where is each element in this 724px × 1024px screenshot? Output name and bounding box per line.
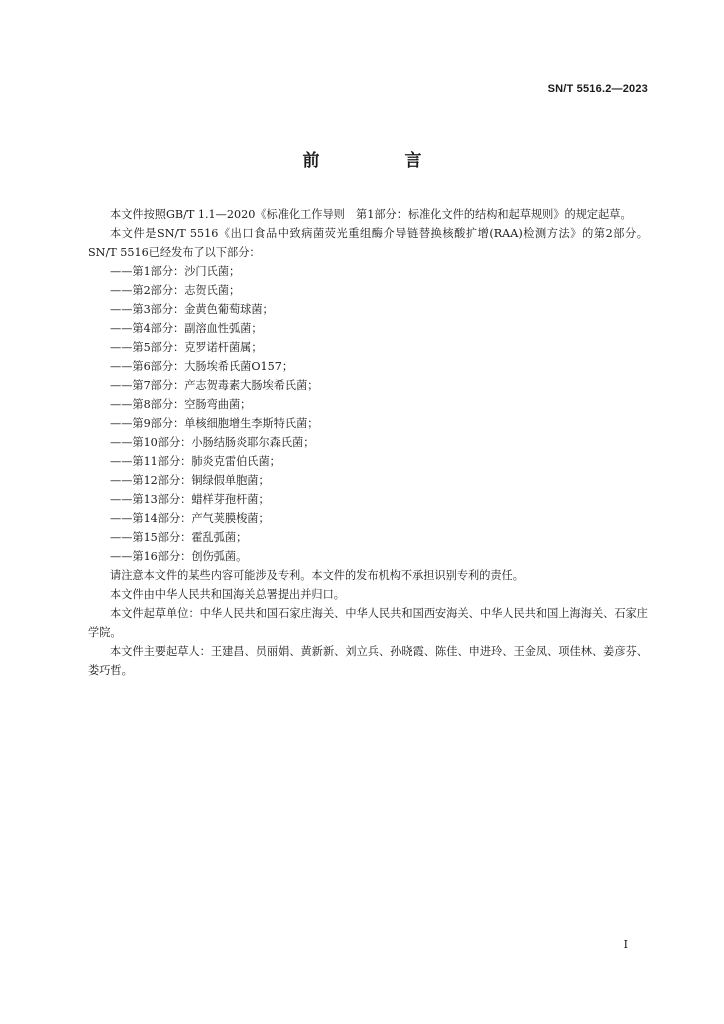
paragraph-drafting-units: 本文件起草单位：中华人民共和国石家庄海关、中华人民共和国西安海关、中华人民共和国上海海关、石家庄学院。 xyxy=(88,607,648,639)
paragraph-drafters: 本文件主要起草人：王建昌、员丽娟、黄新新、刘立兵、孙晓霞、陈佳、申进玲、王金凤、项佳林、姜彦芬、娄巧哲。 xyxy=(88,645,648,677)
list-item: ——第2部分：志贺氏菌； xyxy=(110,284,241,297)
document-code: SN/T 5516.2—2023 xyxy=(547,83,648,95)
list-item: ——第12部分：铜绿假单胞菌； xyxy=(110,474,270,487)
list-item: ——第8部分：空肠弯曲菌； xyxy=(110,398,252,411)
list-item: ——第1部分：沙门氏菌； xyxy=(110,265,241,278)
paragraph-series-intro: 本文件是SN/T 5516《出口食品中致病菌荧光重组酶介导链替换核酸扩增(RAA)检测方法》的第2部分。SN/T 5516已经发布了以下部分： xyxy=(88,227,648,259)
page-title: 前 言 xyxy=(302,151,456,171)
list-item: ——第7部分：产志贺毒素大肠埃希氏菌； xyxy=(110,379,319,392)
list-item: ——第4部分：副溶血性弧菌； xyxy=(110,322,263,335)
list-item: ——第14部分：产气荚膜梭菌； xyxy=(110,512,270,525)
paragraph-patent-notice: 请注意本文件的某些内容可能涉及专利。本文件的发布机构不承担识别专利的责任。 xyxy=(110,569,524,582)
list-item: ——第5部分：克罗诺杆菌属； xyxy=(110,341,263,354)
list-item: ——第16部分：创伤弧菌。 xyxy=(110,550,248,563)
list-item: ——第9部分：单核细胞增生李斯特氏菌； xyxy=(110,417,319,430)
list-item: ——第10部分：小肠结肠炎耶尔森氏菌； xyxy=(110,436,315,449)
list-item: ——第11部分：肺炎克雷伯氏菌； xyxy=(110,455,281,468)
page-number: I xyxy=(623,938,628,951)
list-item: ——第13部分：蜡样芽孢杆菌； xyxy=(110,493,270,506)
list-item: ——第15部分：霍乱弧菌； xyxy=(110,531,248,544)
paragraph-proposer: 本文件由中华人民共和国海关总署提出并归口。 xyxy=(110,588,345,601)
paragraph-drafting-rules: 本文件按照GB/T 1.1—2020《标准化工作导则 第1部分：标准化文件的结构和起草规则》的规定起草。 xyxy=(110,208,632,221)
list-item: ——第3部分：金黄色葡萄球菌； xyxy=(110,303,274,316)
list-item: ——第6部分：大肠埃希氏菌O157； xyxy=(110,360,294,373)
document-body xyxy=(88,205,648,680)
